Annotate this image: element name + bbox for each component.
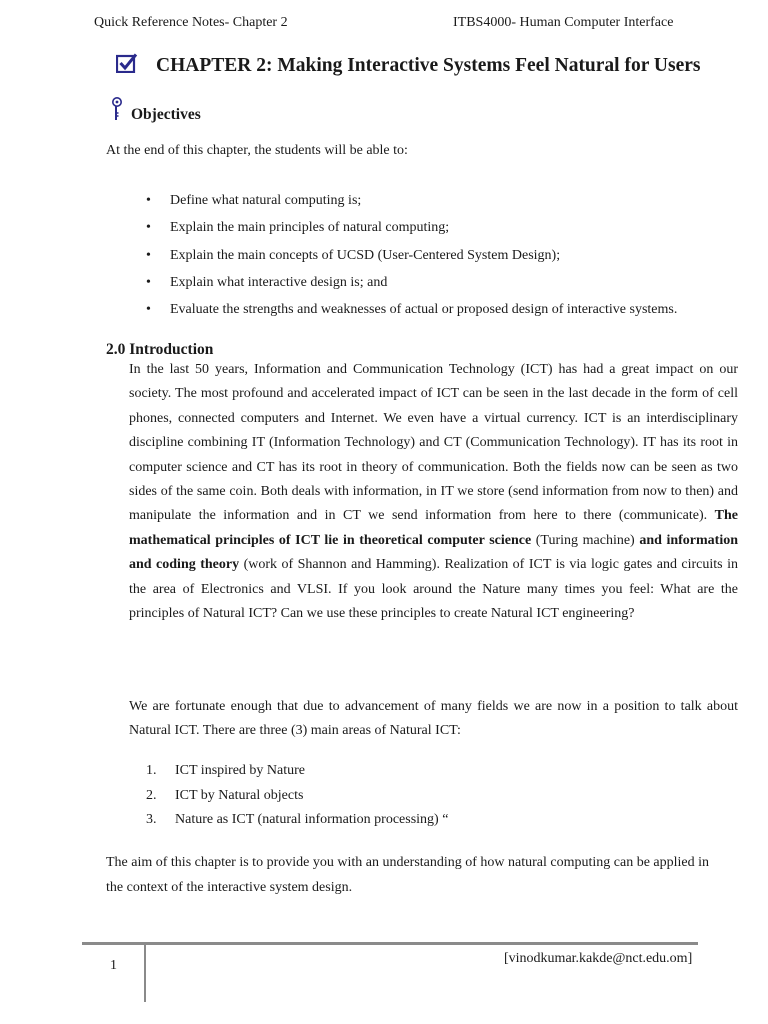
area-text: ICT inspired by Nature [175, 763, 305, 778]
section-heading-introduction: 2.0 Introduction [106, 341, 214, 358]
bullet: • [146, 220, 151, 236]
list-number: 2. [146, 787, 157, 803]
list-number: 3. [146, 812, 157, 828]
aim-paragraph: The aim of this chapter is to provide you with an understanding of how natural computing can be applied in the context of the interactive system design. [106, 855, 710, 895]
paragraph-text: (Turing machine) [535, 532, 635, 548]
chapter-title: CHAPTER 2: Making Interactive Systems Feel Natural for Users [156, 55, 701, 76]
bullet: • [146, 247, 151, 263]
list-number: 1. [146, 763, 157, 778]
paragraph-text: (work of Shannon and Hamming). Realization of ICT is via logic gates and circuits in the area of Electronics and VLSI. If you look around the Nature many times you feel: What are the principles of Natural ICT? Can we use these principles to create Natural ICT engineering? [129, 557, 738, 622]
objective-text: Explain the main principles of natural computing; [170, 220, 450, 236]
paragraph-text: In the last 50 years, Information and Communication Technology (ICT) has had a great impact on our society. The most profound and accelerated impact of ICT can be seen in the last decade in the form of cell phones, connected computers and Internet. We even have a virtual currency. ICT is an interdisciplinary discipline combining IT (Information Technology) and CT (Communication Technology). IT has its root in computer science and CT has its root in theory of communication. Both the fields now can be seen as two sides of the same coin. Both deals with information, in IT we store (send information from now to then) and manipulate the information and in CT we send information from here to there (communicate). [129, 362, 738, 524]
paragraph-bold-text: The mathematical principles of ICT lie in theoretical computer science [129, 508, 739, 548]
objective-text: Define what natural computing is; [170, 193, 362, 208]
objective-text: Evaluate the strengths and weaknesses of actual or proposed design of interactive systems. [170, 302, 678, 318]
area-text: ICT by Natural objects [175, 787, 304, 803]
objectives-intro: At the end of this chapter, the students will be able to: [106, 143, 408, 158]
bullet: • [146, 302, 151, 318]
header-course-notes: Quick Reference Notes- Chapter 2 [94, 15, 288, 30]
bullet: • [146, 193, 151, 208]
page-number: 1 [110, 958, 117, 973]
area-text: Nature as ICT (natural information processing) “ [175, 812, 449, 828]
header-course-code: ITBS4000- Human Computer Interface [453, 15, 674, 30]
introduction-paragraph [129, 358, 738, 626]
author-email: [vinodkumar.kakde@nct.edu.om] [504, 951, 693, 966]
objective-text: Explain the main concepts of UCSD (User-Centered System Design); [170, 247, 561, 263]
bullet: • [146, 274, 151, 290]
footer-vertical-divider [144, 945, 146, 1002]
paragraph-bold-text: and information and coding theory [129, 532, 739, 573]
key-icon [110, 96, 124, 122]
footer-divider-line [82, 942, 698, 945]
objective-text: Explain what interactive design is; and [170, 274, 388, 290]
objectives-heading: Objectives [131, 106, 201, 123]
checked-box-icon [116, 53, 138, 73]
natural-ict-paragraph: We are fortunate enough that due to advancement of many fields we are now in a position to talk about Natural ICT. There are three (3) main areas of Natural ICT: [129, 699, 738, 739]
